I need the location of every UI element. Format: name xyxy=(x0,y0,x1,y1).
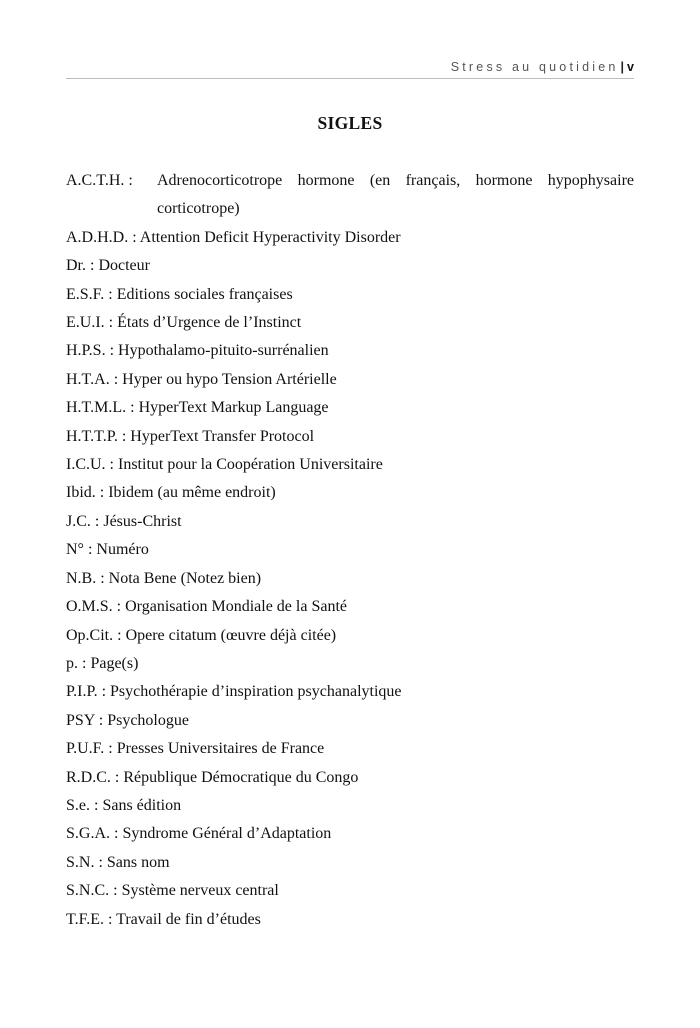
abbreviation-definition: Nota Bene (Notez bien) xyxy=(108,569,262,587)
abbreviation: A.C.T.H. : xyxy=(66,172,133,189)
abbreviation-entry xyxy=(66,622,634,650)
abbreviation-definition: Système nerveux central xyxy=(121,882,279,900)
abbreviation-definition: HyperText Markup Language xyxy=(138,399,329,417)
abbreviation-entry xyxy=(66,678,634,706)
abbreviation-entry xyxy=(66,423,634,451)
abbreviation: Op.Cit. : xyxy=(66,626,122,644)
abbreviation-entry xyxy=(66,252,634,280)
abbreviation-entry xyxy=(66,394,634,422)
abbreviation-definition: HyperText Transfer Protocol xyxy=(130,427,315,445)
abbreviation: S.e. : xyxy=(66,796,99,814)
abbreviation: A.D.H.D. : xyxy=(66,228,137,246)
abbreviation-definition: Syndrome Général d’Adaptation xyxy=(122,825,332,843)
header-separator: | xyxy=(620,60,625,74)
abbreviation: Dr. : xyxy=(66,257,95,275)
abbreviation-entry xyxy=(66,337,634,365)
abbreviation-definition: Jésus-Christ xyxy=(103,512,182,530)
abbreviation: p. : xyxy=(66,654,87,672)
abbreviation-definition: Ibidem (au même endroit) xyxy=(108,484,276,502)
abbreviation-definition: République Démocratique du Congo xyxy=(123,768,359,786)
abbreviation-entry xyxy=(66,593,634,621)
abbreviation-entry xyxy=(66,849,634,877)
abbreviation-definition: Psychothérapie d’inspiration psychanalytique xyxy=(110,683,402,701)
abbreviation-definition: Sans édition xyxy=(102,796,182,814)
abbreviation-definition: Institut pour la Coopération Universitaire xyxy=(118,456,383,474)
abbreviation-definition: Psychologue xyxy=(107,711,189,729)
abbreviation: O.M.S. : xyxy=(66,598,122,616)
abbreviation: J.C. : xyxy=(66,512,100,530)
abbreviation: P.I.P. : xyxy=(66,683,107,701)
abbreviation: H.T.M.L. : xyxy=(66,399,135,417)
abbreviation-entry xyxy=(66,536,634,564)
abbreviation-entry xyxy=(66,366,634,394)
abbreviation: H.P.S. : xyxy=(66,342,115,360)
abbreviation: P.U.F. : xyxy=(66,740,113,758)
abbreviation-definition: Page(s) xyxy=(90,654,139,672)
abbreviation: S.G.A. : xyxy=(66,825,119,843)
abbreviation-entry xyxy=(66,906,634,934)
abbreviation: N.B. : xyxy=(66,569,105,587)
abbreviation-definition: Attention Deficit Hyperactivity Disorder xyxy=(139,228,401,246)
abbreviation-definition: Adrenocorticotrope hormone (en français, hormone hypophysaire corticotrope) xyxy=(157,172,634,218)
running-header xyxy=(66,58,634,79)
abbreviation-definition: États d’Urgence de l’Instinct xyxy=(117,314,302,332)
abbreviation-definition: Opere citatum (œuvre déjà citée) xyxy=(125,626,337,644)
abbreviation-entry xyxy=(66,309,634,337)
abbreviation: E.S.F. : xyxy=(66,285,113,303)
running-title: Stress au quotidien xyxy=(450,60,619,74)
abbreviation-definition: Numéro xyxy=(96,541,149,559)
abbreviation-entry xyxy=(66,508,634,536)
abbreviation-entry xyxy=(66,792,634,820)
abbreviation-entry xyxy=(66,281,634,309)
abbreviation-entry xyxy=(66,650,634,678)
abbreviation-entry xyxy=(66,877,634,905)
abbreviation: N° : xyxy=(66,541,93,559)
abbreviation: E.U.I. : xyxy=(66,314,114,332)
abbreviation-entry xyxy=(66,565,634,593)
abbreviation: Ibid. : xyxy=(66,484,105,502)
abbreviation-definition: Organisation Mondiale de la Santé xyxy=(125,598,347,616)
abbreviation-definition: Hypothalamo-pituito-surrénalien xyxy=(118,342,329,360)
abbreviation-entry xyxy=(66,451,634,479)
abbreviation-definition: Editions sociales françaises xyxy=(116,285,293,303)
abbreviation-entry xyxy=(66,735,634,763)
abbreviation-definition: Sans nom xyxy=(106,853,170,871)
abbreviation: S.N.C. : xyxy=(66,882,118,900)
abbreviation-entry xyxy=(66,224,634,252)
abbreviation: S.N. : xyxy=(66,853,103,871)
abbreviation: T.F.E. : xyxy=(66,910,113,928)
abbreviation-entry xyxy=(66,479,634,507)
abbreviation-entry xyxy=(66,820,634,848)
abbreviation-definition: Presses Universitaires de France xyxy=(116,740,325,758)
abbreviation-definition: Docteur xyxy=(98,257,150,275)
abbreviation: R.D.C. : xyxy=(66,768,120,786)
abbreviation: I.C.U. : xyxy=(66,456,114,474)
abbreviation-definition: Travail de fin d’études xyxy=(116,910,261,928)
abbreviation-definition: Hyper ou hypo Tension Artérielle xyxy=(122,370,337,388)
abbreviation-entry xyxy=(66,167,634,224)
abbreviation-entry xyxy=(66,764,634,792)
abbreviation: H.T.A. : xyxy=(66,370,119,388)
page-title: SIGLES xyxy=(317,113,383,133)
abbreviation-entry xyxy=(66,707,634,735)
page-number: v xyxy=(627,60,634,74)
abbreviation: H.T.T.P. : xyxy=(66,427,127,445)
abbreviation: PSY : xyxy=(66,711,104,729)
abbreviation-list xyxy=(66,167,634,934)
